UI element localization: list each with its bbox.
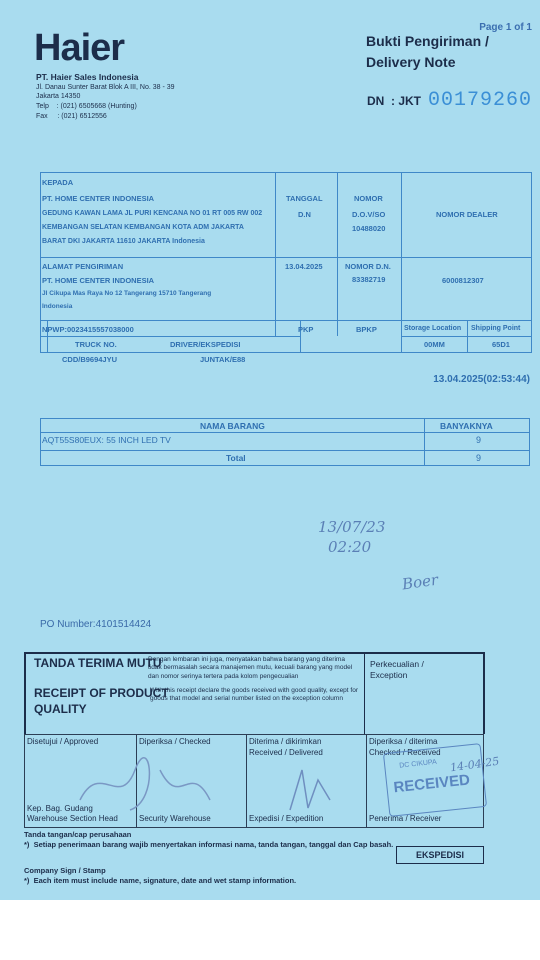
receipt-title-en-1: RECEIPT OF PRODUCT <box>34 686 169 700</box>
handwritten-time: 02:20 <box>328 538 372 556</box>
haier-logo: Haier <box>34 27 125 69</box>
received-stamp <box>383 743 487 817</box>
truck-value: CDD/B9694JYU <box>62 355 118 364</box>
nomor-dn-label: NOMOR D.N. <box>345 262 391 271</box>
doc-title-2: Delivery Note <box>366 54 456 70</box>
bpkp-label: BPKP <box>356 325 377 334</box>
receipt-top-border <box>24 652 484 654</box>
footer-line-3: Company Sign / Stamp <box>24 866 106 875</box>
ekspedisi-box <box>396 846 484 864</box>
sign-receiver-label-2: Checked / Received <box>369 748 441 757</box>
storage-location-label: Storage Location <box>404 325 462 332</box>
exception-label-en: Exception <box>370 670 408 680</box>
driver-value: JUNTAK/E88 <box>200 355 246 364</box>
total-label: Total <box>226 453 246 463</box>
customer-address-3: BARAT DKI JAKARTA 11610 JAKARTA Indonesia <box>42 238 205 245</box>
kepada-label: KEPADA <box>42 178 74 187</box>
customer-address-2: KEMBANGAN SELATAN KEMBANGAN KOTA ADM JAKARTA <box>42 224 244 231</box>
item-name: AQT55S80EUX: 55 INCH LED TV <box>42 435 171 445</box>
ship-address-2: Indonesia <box>42 303 73 310</box>
date-value: 13.04.2025 <box>285 262 323 271</box>
po-number: PO Number:4101514424 <box>40 619 152 630</box>
footer-line-2: *) Setiap penerimaan barang wajib menyertakan informasi nama, tanda tangan, tanggal dan Cap basah. <box>24 840 394 849</box>
nomor-dealer-label: NOMOR DEALER <box>436 210 498 219</box>
exception-label: Perkecualian / <box>370 659 424 669</box>
receipt-title-id: TANDA TERIMA MUTU <box>34 656 162 670</box>
print-timestamp: 13.04.2025(02:53:44) <box>433 374 530 385</box>
sign-security-label: Security Warehouse <box>139 814 211 823</box>
item-qty: 9 <box>476 435 482 445</box>
nomor-label: NOMOR <box>354 194 383 203</box>
receipt-text-en: With this receipt declare the goods received with good quality, except for goods that model and serial number listed on the exception column <box>150 687 358 703</box>
col-qty-header: BANYAKNYA <box>440 421 493 431</box>
customer-address-1: GEDUNG KAWAN LAMA JL PURI KENCANA NO 01 RT 005 RW 002 <box>42 210 263 217</box>
driver-label: DRIVER/EKSPEDISI <box>170 340 241 349</box>
sign-received-label-1: Diterima / dikirimkan <box>249 737 322 746</box>
tanggal-label: TANGGAL <box>286 194 323 203</box>
receipt-text-id: Dengan lembaran ini juga, menyatakan bahwa barang yang diterima tidak bermasalah secara manajemen mutu, kecuali barang yang model dan nomor serinya tertera pada kolom pengecualian <box>148 656 353 680</box>
ship-name: PT. HOME CENTER INDONESIA <box>42 276 155 285</box>
tanggal-sub: D.N <box>298 210 311 219</box>
dn-number: 00179260 <box>428 89 533 112</box>
receipt-title-en-2: QUALITY <box>34 702 87 716</box>
dealer-value: 6000812307 <box>442 276 484 285</box>
sign-approved-label: Disetujui / Approved <box>27 737 99 746</box>
company-name: PT. Haier Sales Indonesia <box>36 72 139 82</box>
dn-label: DN : JKT <box>367 94 421 108</box>
sign-approved-bottom-2: Warehouse Section Head <box>27 814 118 823</box>
sign-receiver-bottom: Penerima / Receiver <box>369 814 442 823</box>
info-table <box>40 172 532 370</box>
sign-checked-label: Diperiksa / Checked <box>139 737 211 746</box>
address-line-2: Jakarta 14350 <box>36 93 81 100</box>
ship-address-1: Jl Cikupa Mas Raya No 12 Tangerang 15710 Tangerang <box>42 290 212 297</box>
footer-line-1: Tanda tangan/cap perusahaan <box>24 830 132 839</box>
doc-title-1: Bukti Pengiriman / <box>366 33 489 49</box>
sign-receiver-label-1: Diperiksa / diterima <box>369 737 438 746</box>
handwritten-signature: Boer <box>400 570 440 594</box>
total-value: 9 <box>476 453 482 463</box>
npwp: NPWP:0023415557038000 <box>42 325 134 334</box>
address-line-1: Jl. Danau Sunter Barat Blok A III, No. 38 - 39 <box>36 84 175 91</box>
items-table <box>40 418 530 466</box>
pkp-label: PKP <box>298 325 314 334</box>
sign-approved-bottom-1: Kep. Bag. Gudang <box>27 804 93 813</box>
storage-value: 00MM <box>424 340 445 349</box>
stamp-sub: DC CIKUPA <box>398 758 438 770</box>
sign-expedition-label: Expedisi / Expedition <box>249 814 324 823</box>
fax: Fax : (021) 6512556 <box>36 113 107 120</box>
footer-line-4: *) Each item must include name, signature, date and wet stamp information. <box>24 876 297 885</box>
customer-name: PT. HOME CENTER INDONESIA <box>42 194 155 203</box>
nomor-dn-value: 83382719 <box>352 275 386 284</box>
page-number: Page 1 of 1 <box>479 22 532 33</box>
ekspedisi-label: EKSPEDISI <box>415 850 464 860</box>
handwritten-date: 13/07/23 <box>318 518 386 536</box>
alamat-label: ALAMAT PENGIRIMAN <box>42 262 124 271</box>
shipping-value: 65D1 <box>492 340 510 349</box>
shipping-point-label: Shipping Point <box>471 325 521 332</box>
stamp-date: 14-04-25 <box>449 754 501 775</box>
nomor-sub: D.O.V/SO <box>352 210 386 219</box>
sign-received-label-2: Received / Delivered <box>249 748 323 757</box>
truck-label: TRUCK NO. <box>75 340 117 349</box>
stamp-received: RECEIVED <box>392 771 471 797</box>
col-item-header: NAMA BARANG <box>200 421 265 431</box>
nomor-value: 10488020 <box>352 224 386 233</box>
phone: Telp : (021) 6505668 (Hunting) <box>36 103 137 110</box>
